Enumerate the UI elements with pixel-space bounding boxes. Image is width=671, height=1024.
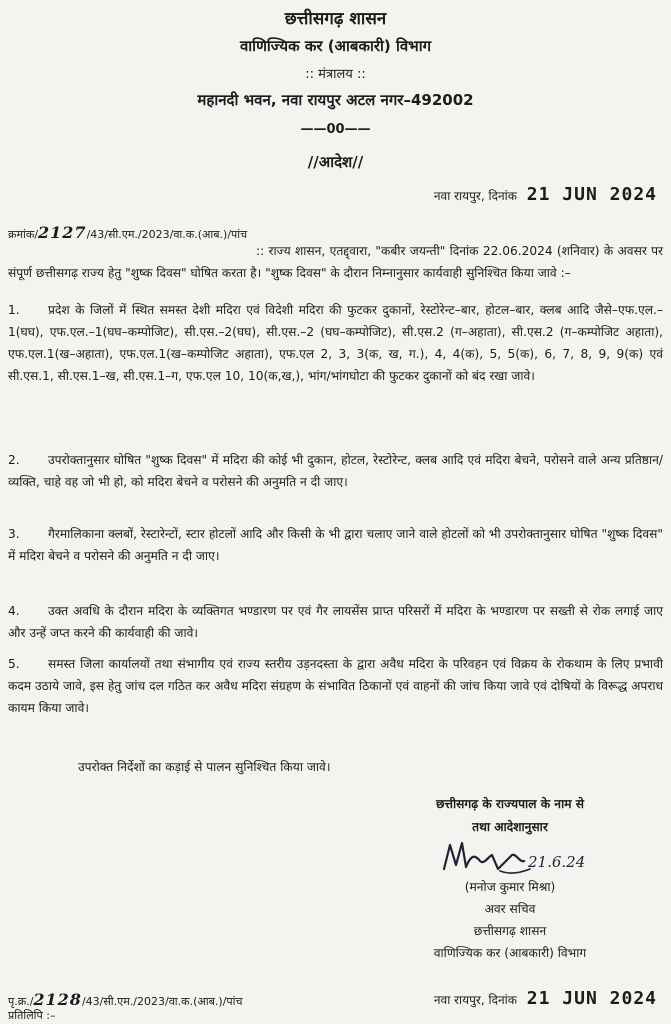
- list-item-2: [8, 449, 663, 493]
- header-department: वाणिज्यिक कर (आबकारी) विभाग: [239, 37, 432, 55]
- order-ref-prefix: क्रमांक/: [8, 228, 39, 241]
- signatory-name: (मनोज कुमार मिश्रा): [464, 880, 556, 894]
- copy-to-label: प्रतिलिपि :–: [8, 1009, 56, 1022]
- header-order-title: //आदेश//: [307, 153, 364, 171]
- handwritten-signature: [440, 835, 600, 879]
- dateline-prefix: नवा रायपुर, दिनांक: [433, 189, 517, 203]
- endorsement-ref-prefix: पृ.क्र./: [8, 995, 34, 1008]
- list-item-3: [8, 523, 663, 567]
- order-dateline: [434, 184, 657, 205]
- item-text: गैरमालिकाना क्लबों, रेस्टारेन्टों, स्टार होटलों आदि और किसी के भी द्वारा चलाए जाने वाले होटलों को भी उपरोक्तानुसार घोषित "शुष्क दिवस" में मदिरा बेचने व परोसने की अनुमति न दी जाए।: [8, 527, 663, 563]
- item-number: 5.: [8, 657, 20, 671]
- intro-paragraph: [8, 240, 663, 284]
- list-item-4: [8, 600, 663, 644]
- item-number: 1.: [8, 303, 20, 317]
- endorsement-reference: [8, 990, 243, 1009]
- list-item-5: [8, 653, 663, 719]
- item-number: 4.: [8, 604, 20, 618]
- signatory-government: छत्तीसगढ़ शासन: [473, 924, 547, 938]
- item-number: 3.: [8, 527, 20, 541]
- signature-authority-line: छत्तीसगढ़ के राज्यपाल के नाम से: [436, 797, 584, 811]
- item-text: उपरोक्तानुसार घोषित "शुष्क दिवस" में मदिरा की कोई भी दुकान, होटल, रेस्टोरेन्ट, क्लब आदि एवं मदिरा बेचने, परोसने वाले अन्य प्रतिष्ठान/व्यक्ति, चाहे वह जो भी हो, को मदिरा बेचने व परोसने की अनुमति न दी जाए।: [8, 453, 663, 489]
- header-address: महानदी भवन, नवा रायपुर अटल नगर–492002: [197, 91, 474, 109]
- header-separator: ——00——: [300, 122, 371, 137]
- item-text: उक्त अवधि के दौरान मदिरा के व्यक्तिगत भण्डारण पर एवं गैर लायसेंस प्राप्त परिसरों में मदिरा के भण्डारण पर सख्ती से रोक लगाई जाए और उन्हें जप्त करने की कार्यवाही की जावे।: [8, 604, 663, 640]
- item-number: 2.: [8, 453, 20, 467]
- order-ref-number: 2127: [38, 223, 87, 242]
- endorsement-dateline: [434, 988, 657, 1009]
- endorsement-ref-number: 2128: [33, 990, 82, 1009]
- signature-date: 21.6.24: [528, 853, 586, 871]
- signatory-designation: अवर सचिव: [484, 902, 536, 916]
- signature-order-line: तथा आदेशानुसार: [472, 820, 548, 834]
- header-government: छत्तीसगढ़ शासन: [284, 9, 387, 29]
- item-text: समस्त जिला कार्यालयों तथा संभागीय एवं राज्य स्तरीय उड़नदस्ता के द्वारा अवैध मदिरा के परिवहन एवं विक्रय के रोकथाम के लिए प्रभावी कदम उठाये जावे, इस हेतु जांच दल गठित कर अवैध मदिरा संग्रहण के संभावित ठिकानों एवं वाहनों की जांच किया जावे एवं दोषियों के विरूद्ध अपराध कायम किया जावे।: [8, 657, 663, 715]
- order-ref-suffix: /43/सी.एम./2023/वा.क.(आब.)/पांच: [86, 228, 248, 241]
- signatory-department: वाणिज्यिक कर (आबकारी) विभाग: [433, 946, 587, 960]
- date-stamp: 21 JUN 2024: [526, 988, 657, 1009]
- header-ministry: :: मंत्रालय ::: [305, 67, 366, 82]
- list-item-1: [8, 299, 663, 387]
- intro-text: :: राज्य शासन, एतद्द्वारा, "कबीर जयन्ती" दिनांक 22.06.2024 (शनिवार) के अवसर पर संपूर्ण छत्तीसगढ़ राज्य हेतु "शुष्क दिवस" घोषित करता है। "शुष्क दिवस" के दौरान निम्नानुसार कार्यवाही सुनिश्चित किया जावे :–: [8, 244, 663, 280]
- dateline-prefix: नवा रायपुर, दिनांक: [433, 993, 517, 1007]
- closing-instruction: उपरोक्त निर्देशों का कड़ाई से पालन सुनिश्चित किया जावे।: [78, 760, 331, 774]
- date-stamp: 21 JUN 2024: [526, 184, 657, 205]
- item-text: प्रदेश के जिलों में स्थित समस्त देशी मदिरा एवं विदेशी मदिरा की फुटकर दुकानों, रेस्टोरेन्ट–बार, होटल–बार, क्लब आदि जैसे–एफ.एल.–1(घघ), एफ.एल.–1(घघ–कम्पोजिट), सी.एस.–2(घघ), सी.एस.–2 (घघ–कम्पोजिट), सी.एस.2 (ग–अहाता), सी.एस.2 (ग–कम्पोजिट अहाता), एफ.एल.1(ख–अहाता), एफ.एल.1(ख–कम्पोजिट अहाता), एफ.एल 2, 3, 3(क, ख, ग.), 4, 4(क), 5, 5(क), 6, 7, 8, 9, 9(क) एवं सी.एस.1, सी.एस.1–ख, सी.एस.1–ग, एफ.एल 10, 10(क,ख,), भांग/भांगघोटा की फुटकर दुकानों को बंद रखा जावे।: [8, 303, 663, 383]
- endorsement-ref-suffix: /43/सी.एम./2023/वा.क.(आब.)/पांच: [81, 995, 243, 1008]
